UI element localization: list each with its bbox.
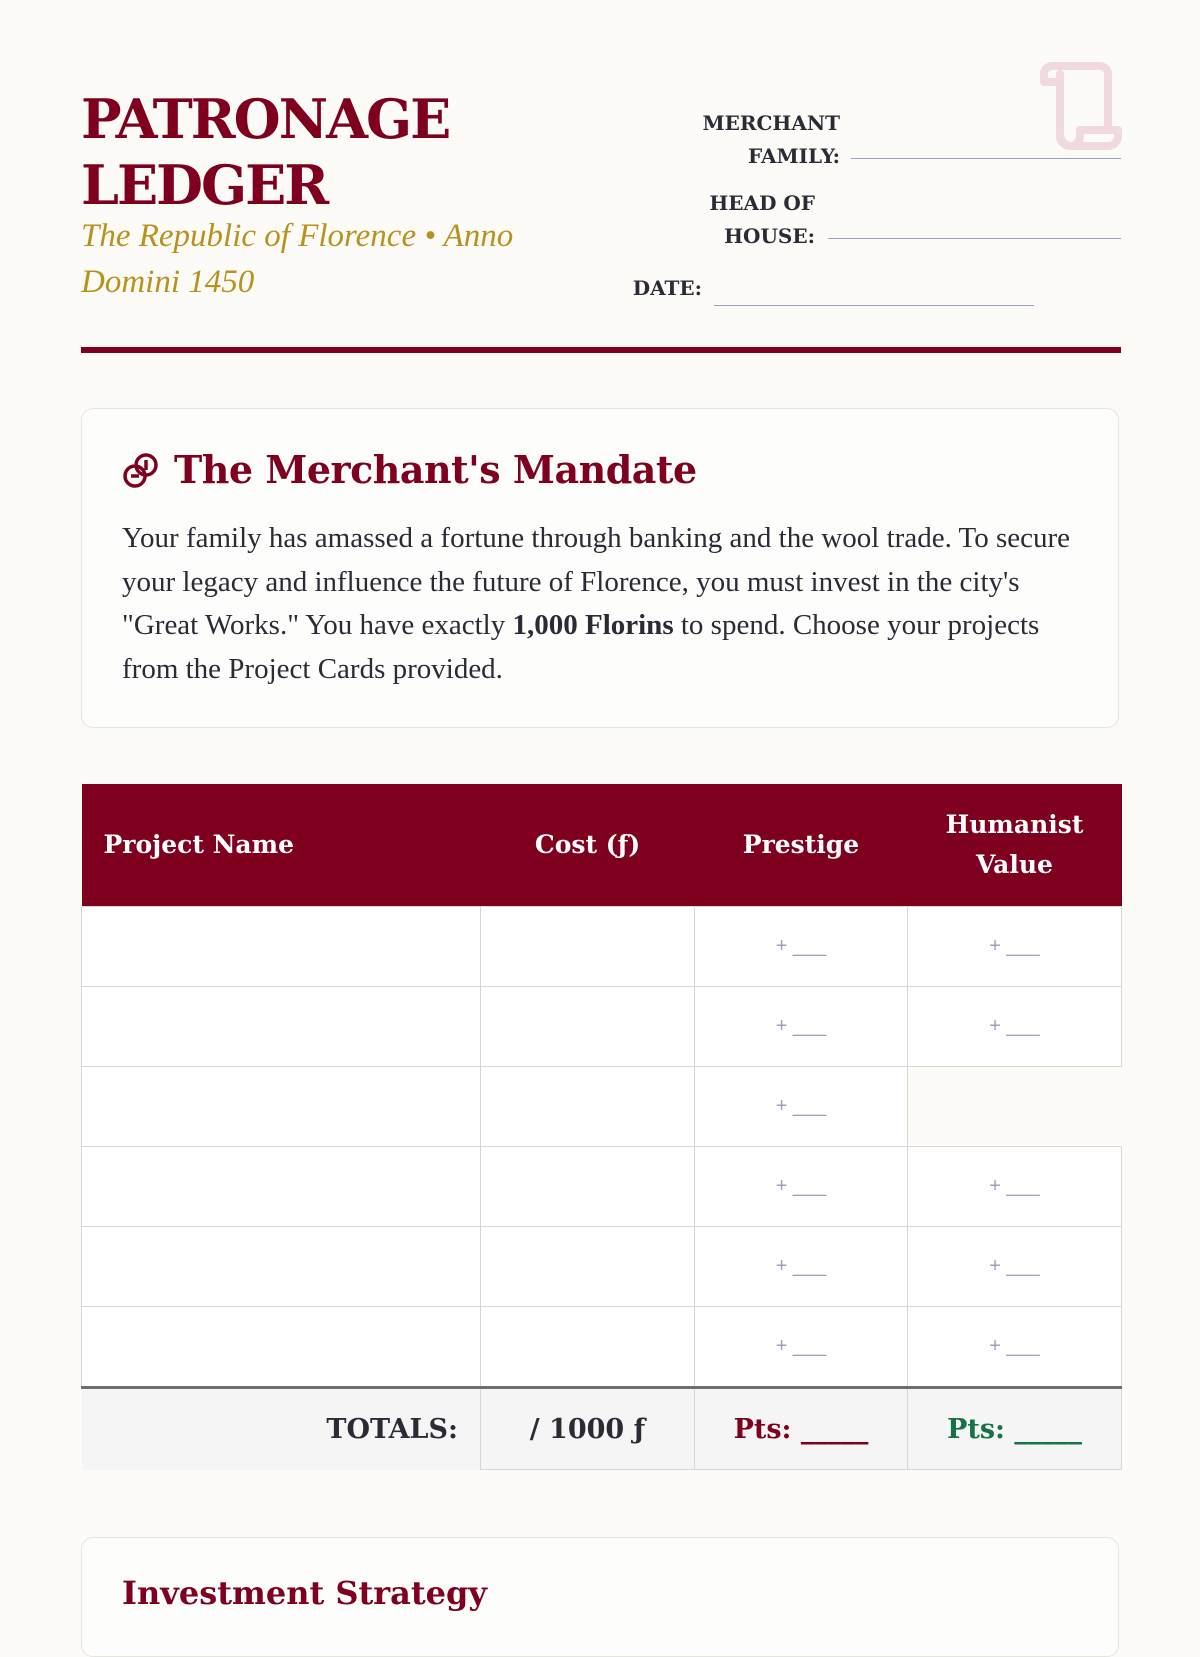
mandate-title: The Merchant's Mandate [174,447,697,492]
totals-row [82,1388,1122,1470]
project-name-cell[interactable] [82,1067,481,1147]
strategy-card [81,1537,1119,1657]
humanist-cell[interactable]: + ___ [908,907,1122,987]
totals-cost[interactable]: / 1000 ƒ [481,1388,695,1470]
col-cost: Cost (ƒ) [481,784,695,907]
head-of-house-label: HEAD OF HOUSE: [709,191,815,248]
totals-label: TOTALS: [82,1388,481,1470]
table-row [82,1227,1122,1307]
header-divider [81,347,1121,353]
cost-cell[interactable] [481,1147,695,1227]
col-project-name: Project Name [82,784,481,907]
page-subtitle: The Republic of Florence • Anno Domini 1450 [81,218,514,300]
project-name-cell[interactable] [82,987,481,1067]
table-header-row [82,784,1122,907]
date-label: DATE: [632,276,702,300]
florins-amount: 1,000 Florins [512,609,674,641]
head-of-house-field[interactable] [828,238,1121,239]
project-name-cell[interactable] [82,1307,481,1388]
mandate-card [81,408,1119,728]
humanist-cell[interactable]: + ___ [908,987,1122,1067]
humanist-cell-empty [908,1067,1122,1147]
prestige-cell[interactable]: + ___ [695,1067,908,1147]
humanist-cell[interactable]: + ___ [908,1227,1122,1307]
prestige-cell[interactable]: + ___ [695,1147,908,1227]
prestige-cell[interactable]: + ___ [695,987,908,1067]
table-row [82,1067,1122,1147]
col-prestige: Prestige [695,784,908,907]
prestige-cell[interactable]: + ___ [695,907,908,987]
humanist-cell[interactable]: + ___ [908,1307,1122,1388]
cost-cell[interactable] [481,1307,695,1388]
project-name-cell[interactable] [82,1147,481,1227]
merchant-family-field[interactable] [851,158,1121,159]
col-humanist-value: Humanist Value [908,784,1122,907]
strategy-title: Investment Strategy [122,1574,487,1612]
prestige-cell[interactable]: + ___ [695,1227,908,1307]
merchant-family-label: MERCHANT FAMILY: [702,111,840,168]
table-row [82,907,1122,987]
scroll-icon [1040,60,1124,152]
totals-prestige[interactable]: Pts: _____ [695,1388,908,1470]
table-row [82,1147,1122,1227]
cost-cell[interactable] [481,987,695,1067]
humanist-cell[interactable]: + ___ [908,1147,1122,1227]
prestige-cell[interactable]: + ___ [695,1307,908,1388]
table-row [82,1307,1122,1388]
table-row [82,987,1122,1067]
coins-icon [122,451,160,489]
ledger-table [81,784,1122,1470]
project-name-cell[interactable] [82,1227,481,1307]
cost-cell[interactable] [481,907,695,987]
totals-humanist[interactable]: Pts: _____ [908,1388,1122,1470]
cost-cell[interactable] [481,1067,695,1147]
page-title: PATRONAGE LEDGER [81,87,450,217]
cost-cell[interactable] [481,1227,695,1307]
date-field[interactable] [714,305,1034,306]
project-name-cell[interactable] [82,907,481,987]
mandate-text: Your family has amassed a fortune through banking and the wool trade. To secure your legacy and influence the future of Florence, you must invest in the city's "Great Works." You have exactly 1,000 Florins to spend. Choose your projects from the Project Cards provided. [122,522,1071,685]
